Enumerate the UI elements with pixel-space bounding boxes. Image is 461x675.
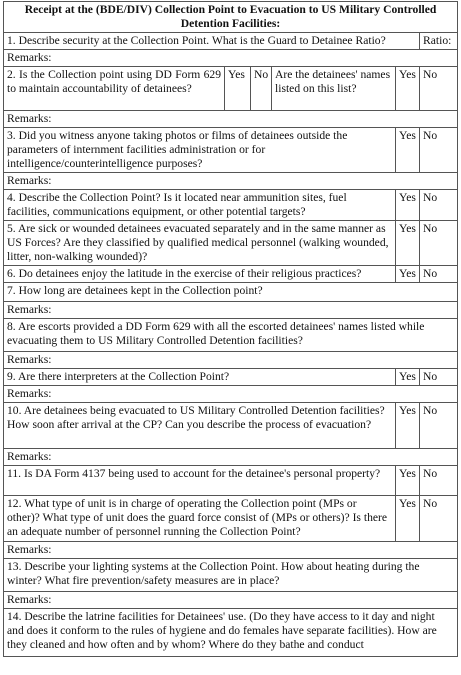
no-option[interactable]: No — [420, 221, 458, 266]
no-option[interactable]: No — [251, 67, 272, 111]
question-2 — [4, 67, 225, 111]
question-10: 10. Are detainees being evacuated to US Military Controlled Detention facilities? How soon after arrival at the CP? Can you describe the process of evacuation? — [4, 403, 396, 449]
yes-option[interactable]: Yes — [396, 403, 420, 449]
no-option[interactable]: No — [420, 403, 458, 449]
question-3: 3. Did you witness anyone taking photos or films of detainees outside the parameters of internment facilities administration or for intelligence/counterintelligence purposes? — [4, 128, 396, 173]
collection-point-checklist-table — [3, 1, 458, 657]
remarks-field[interactable]: Remarks: — [4, 111, 458, 128]
question-2-names-listed: Are the detainees' names listed on this list? — [272, 67, 396, 111]
yes-option[interactable]: Yes — [396, 221, 420, 266]
yes-option[interactable]: Yes — [396, 67, 420, 111]
yes-option[interactable]: Yes — [396, 128, 420, 173]
question-8: 8. Are escorts provided a DD Form 629 with all the escorted detainees' names listed while evacuating them to US Military Controlled Detention facilities? — [4, 319, 458, 352]
yes-option[interactable]: Yes — [225, 67, 251, 111]
yes-option[interactable]: Yes — [396, 369, 420, 386]
no-option[interactable]: No — [420, 67, 458, 111]
no-option[interactable]: No — [420, 128, 458, 173]
remarks-field[interactable]: Remarks: — [4, 386, 458, 403]
yes-option[interactable]: Yes — [396, 466, 420, 496]
no-option[interactable]: No — [420, 496, 458, 542]
remarks-field[interactable]: Remarks: — [4, 50, 458, 67]
question-13: 13. Describe your lighting systems at the Collection Point. How about heating during the winter? What fire prevention/safety measures are in place? — [4, 559, 458, 592]
remarks-field[interactable]: Remarks: — [4, 352, 458, 369]
question-1: 1. Describe security at the Collection Point. What is the Guard to Detainee Ratio? — [4, 33, 420, 50]
yes-option[interactable]: Yes — [396, 190, 420, 221]
remarks-field[interactable]: Remarks: — [4, 592, 458, 609]
question-11: 11. Is DA Form 4137 being used to account for the detainee's personal property? — [4, 466, 396, 496]
remarks-field[interactable]: Remarks: — [4, 173, 458, 190]
question-14: 14. Describe the latrine facilities for Detainees' use. (Do they have access to it day and night and does it conform to the rules of hygiene and do females have separate facilities). How are they cleaned and how often and by whom? Where do they bathe and conduct — [4, 609, 458, 657]
ratio-field[interactable]: Ratio: — [420, 33, 458, 50]
question-7: 7. How long are detainees kept in the Collection point? — [4, 283, 458, 302]
question-2-text: 2. Is the Collection point using DD Form 629 to maintain accountability of detainees? — [7, 68, 221, 95]
yes-option[interactable]: Yes — [396, 496, 420, 542]
question-9: 9. Are there interpreters at the Collection Point? — [4, 369, 396, 386]
remarks-field[interactable]: Remarks: — [4, 449, 458, 466]
question-6: 6. Do detainees enjoy the latitude in the exercise of their religious practices? — [4, 266, 396, 283]
remarks-field[interactable]: Remarks: — [4, 302, 458, 319]
question-12: 12. What type of unit is in charge of operating the Collection point (MPs or other)? What type of unit does the guard force consist of (MPs or others)? Is there an adequate number of personnel running the Collection Point? — [4, 496, 396, 542]
form-title: Receipt at the (BDE/DIV) Collection Point to Evacuation to US Military Controlled Detention Facilities: — [4, 2, 458, 33]
no-option[interactable]: No — [420, 466, 458, 496]
no-option[interactable]: No — [420, 266, 458, 283]
no-option[interactable]: No — [420, 190, 458, 221]
remarks-field[interactable]: Remarks: — [4, 542, 458, 559]
yes-option[interactable]: Yes — [396, 266, 420, 283]
question-4: 4. Describe the Collection Point? Is it located near ammunition sites, fuel facilities, communications equipment, or other potential targets? — [4, 190, 396, 221]
no-option[interactable]: No — [420, 369, 458, 386]
question-5: 5. Are sick or wounded detainees evacuated separately and in the same manner as US Forces? Are they classified by qualified medical personnel (walking wounded, litter, non-walking wounded)? — [4, 221, 396, 266]
